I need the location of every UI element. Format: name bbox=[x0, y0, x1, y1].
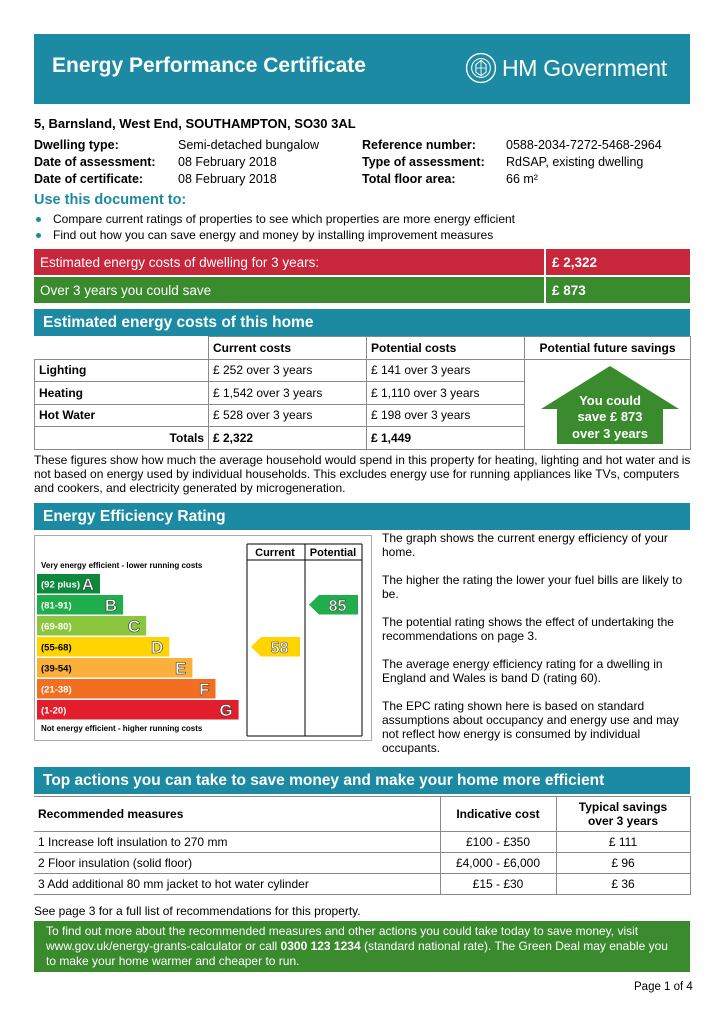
potential-rating-value: 85 bbox=[328, 598, 347, 615]
band-letter: C bbox=[127, 617, 141, 636]
rating-section-heading: Energy Efficiency Rating bbox=[34, 503, 690, 530]
table-row: Lighting £ 252 over 3 years £ 141 over 3 years bbox=[35, 359, 691, 382]
band-letter: F bbox=[199, 680, 210, 699]
detail-value: Semi-detached bungalow bbox=[178, 138, 320, 152]
detail-label: Reference number: bbox=[362, 138, 476, 152]
estimated-cost-value: £ 2,322 bbox=[546, 249, 690, 275]
phone-number: 0300 123 1234 bbox=[280, 939, 361, 953]
rating-paragraph: The potential rating shows the effect of undertaking the recommendations on page 3. bbox=[382, 615, 674, 643]
band-range: (21-38) bbox=[41, 684, 72, 696]
crest-icon bbox=[464, 51, 498, 85]
band-range: (55-68) bbox=[41, 642, 72, 654]
rating-paragraph: The higher the rating the lower your fuel bills are likely to be. bbox=[382, 573, 683, 601]
band-range: (81-91) bbox=[41, 600, 72, 612]
detail-label: Dwelling type: bbox=[34, 138, 119, 152]
table-row: Hot Water £ 528 over 3 years £ 198 over 3 years bbox=[35, 404, 691, 427]
table-row: 1 Increase loft insulation to 270 mm £100 - £350 £ 111 bbox=[34, 832, 690, 853]
costs-header-current: Current costs bbox=[209, 337, 367, 360]
page-header bbox=[34, 34, 690, 104]
detail-label: Date of assessment: bbox=[34, 155, 156, 169]
savings-arrow bbox=[540, 365, 680, 445]
detail-label: Date of certificate: bbox=[34, 172, 144, 186]
table-row: 3 Add additional 80 mm jacket to hot water cylinder £15 - £30 £ 36 bbox=[34, 874, 690, 895]
efficiency-bottom-label: Not energy efficient - higher running costs bbox=[41, 724, 203, 733]
current-column-header: Current bbox=[255, 547, 295, 559]
rating-paragraph: The average energy efficiency rating for a dwelling in England and Wales is band D (rating 60). bbox=[382, 657, 663, 685]
band-letter: E bbox=[175, 659, 187, 678]
detail-label: Total floor area: bbox=[362, 172, 456, 186]
rating-paragraph: The EPC rating shown here is based on standard assumptions about occupancy and energy use and may not reflect how energy is consumed by individual occupants. bbox=[382, 699, 679, 755]
band-letter: B bbox=[104, 596, 118, 615]
band-letter: G bbox=[219, 701, 233, 720]
detail-value: 08 February 2018 bbox=[178, 155, 277, 169]
actions-header-cost: Indicative cost bbox=[440, 797, 556, 832]
band-range: (92 plus) bbox=[41, 579, 81, 591]
actions-header-measures: Recommended measures bbox=[34, 797, 440, 832]
see-page-note: See page 3 for a full list of recommendations for this property. bbox=[34, 904, 361, 918]
property-address: 5, Barnsland, West End, SOUTHAMPTON, SO30 3AL bbox=[34, 116, 356, 131]
actions-section-heading: Top actions you can take to save money and make your home more efficient bbox=[34, 767, 690, 794]
page-number: Page 1 of 4 bbox=[634, 981, 693, 993]
save-value: £ 873 bbox=[546, 277, 690, 303]
hm-government-text: HM Government bbox=[502, 54, 667, 81]
band-range: (39-54) bbox=[41, 663, 72, 675]
detail-label: Type of assessment: bbox=[362, 155, 485, 169]
detail-value: 08 February 2018 bbox=[178, 172, 277, 186]
table-row: Heating £ 1,542 over 3 years £ 1,110 over 3 years bbox=[35, 382, 691, 405]
rating-text bbox=[382, 531, 688, 755]
hm-government-logo bbox=[464, 50, 674, 86]
use-document-heading: Use this document to: bbox=[34, 192, 187, 208]
potential-column-header: Potential bbox=[309, 547, 357, 559]
band-letter: A bbox=[81, 575, 94, 594]
savings-line-1: You could bbox=[579, 393, 641, 408]
use-bullet: Find out how you can save energy and money by installing improvement measures bbox=[36, 228, 493, 242]
costs-header-potential: Potential costs bbox=[367, 337, 525, 360]
detail-value: 66 m² bbox=[506, 172, 538, 186]
band-range: (69-80) bbox=[41, 621, 72, 633]
table-row: 2 Floor insulation (solid floor) £4,000 - £6,000 £ 96 bbox=[34, 853, 690, 874]
detail-value: 0588-2034-7272-5468-2964 bbox=[506, 138, 662, 152]
band-letter: D bbox=[151, 638, 164, 657]
bullet-dot-icon bbox=[36, 217, 41, 222]
efficiency-top-label: Very energy efficient - lower running costs bbox=[41, 561, 203, 570]
page-title: Energy Performance Certificate bbox=[52, 54, 366, 77]
bullet-dot-icon bbox=[36, 233, 41, 238]
band-bar-g bbox=[37, 700, 239, 720]
actions-header-savings: Typical savings over 3 years bbox=[556, 797, 690, 832]
totals-row: Totals £ 2,322 £ 1,449 bbox=[35, 427, 691, 450]
use-bullet: Compare current ratings of properties to see which properties are more energy efficient bbox=[36, 212, 515, 226]
savings-line-2: save £ 873 bbox=[577, 409, 643, 424]
more-info-box: To find out more about the recommended measures and other actions you could take today to save money, visit www.gov.uk/energy-grants-calculator or call 0300 123 1234 (standard national rate). The Green Deal may enable you to make your home warmer and cheaper to run. bbox=[34, 921, 690, 972]
costs-header-savings: Potential future savings bbox=[525, 337, 691, 360]
detail-value: RdSAP, existing dwelling bbox=[506, 155, 644, 169]
band-range: (1-20) bbox=[41, 705, 67, 717]
costs-note: These figures show how much the average household would spend in this property for heating, lighting and hot water and is not based on energy used by individual households. This excludes energy use for running appliances like TVs, computers and cookers, and electricity generated by microgeneration. bbox=[34, 453, 691, 495]
rating-chart-graphic bbox=[35, 536, 371, 740]
estimated-cost-label: Estimated energy costs of dwelling for 3 years: bbox=[34, 249, 544, 275]
costs-section-heading: Estimated energy costs of this home bbox=[34, 309, 690, 336]
rating-chart bbox=[34, 535, 372, 741]
rating-paragraph: The graph shows the current energy efficiency of your home. bbox=[382, 531, 668, 559]
save-label: Over 3 years you could save bbox=[34, 277, 544, 303]
actions-table bbox=[34, 796, 691, 895]
savings-line-3: over 3 years bbox=[572, 426, 648, 441]
current-rating-value: 58 bbox=[270, 640, 289, 657]
